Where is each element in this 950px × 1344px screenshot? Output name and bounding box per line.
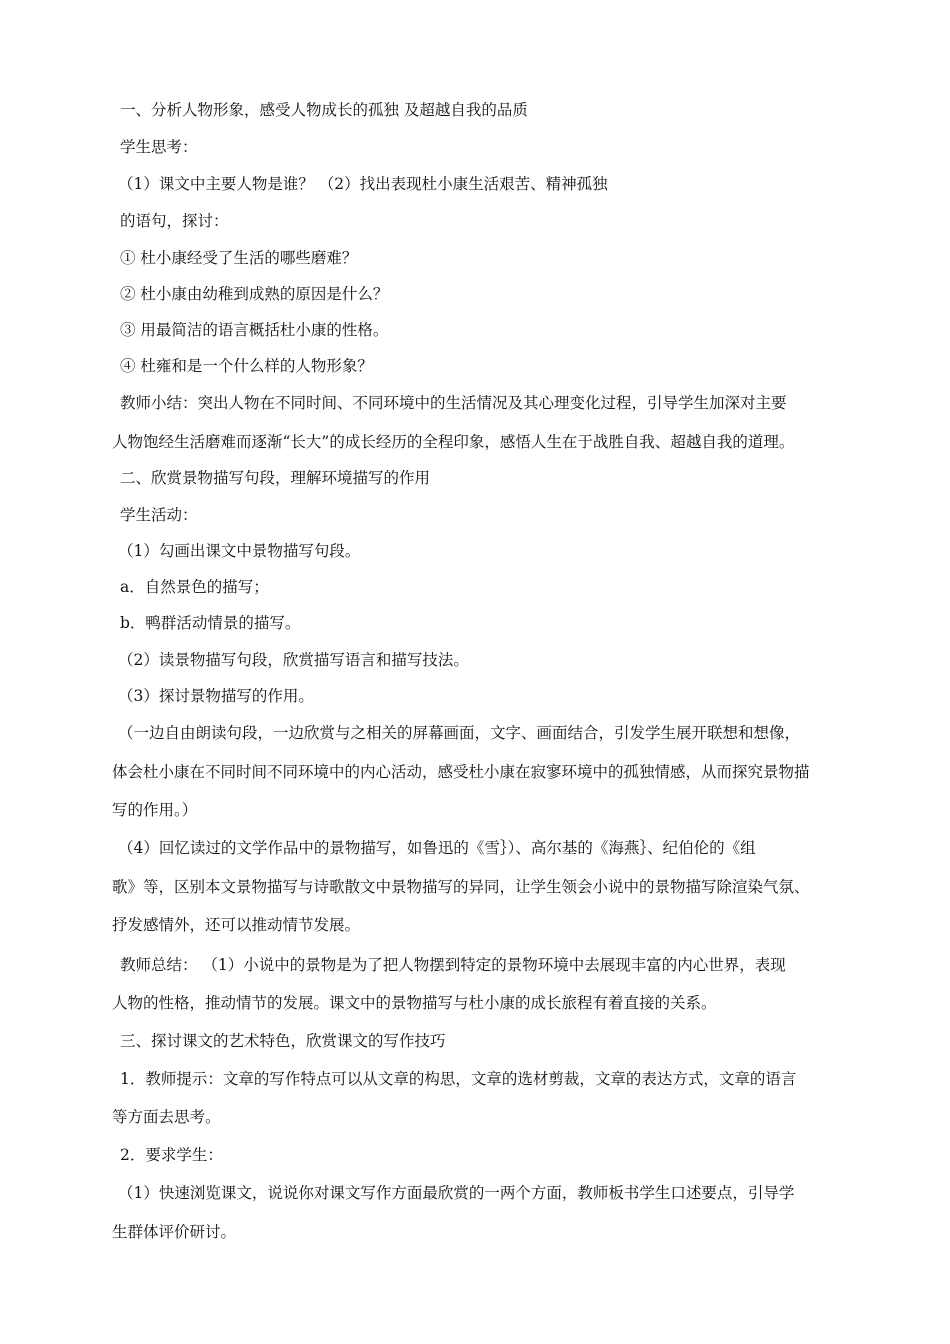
paragraph-line: （1）课文中主要人物是谁？ （2）找出表现杜小康生活艰苦、精神孤独	[118, 175, 608, 193]
paragraph-line: 歌》等，区别本文景物描写与诗歌散文中景物描写的异同，让学生领会小说中的景物描写除渲染气氛、	[112, 878, 810, 896]
paragraph-line: 2．要求学生：	[120, 1146, 223, 1164]
paragraph-line: （4）回忆读过的文学作品中的景物描写，如鲁迅的《雪｝）、高尔基的《海燕｝、纪伯伦的《组	[118, 839, 756, 857]
paragraph-line: （一边自由朗读句段，一边欣赏与之相关的屏幕画面，文字、画面结合，引发学生展开联想和想像，	[118, 724, 801, 742]
paragraph-line: 人物的性格，推动情节的发展。课文中的景物描写与杜小康的成长旅程有着直接的关系。	[112, 994, 717, 1012]
paragraph-line: 学生活动：	[120, 506, 198, 524]
paragraph-line: 等方面去思考。	[112, 1108, 221, 1126]
paragraph-line: 的语句，探讨：	[120, 212, 229, 230]
paragraph-line: 生群体评价研讨。	[112, 1223, 237, 1241]
list-item: （3）探讨景物描写的作用。	[118, 687, 314, 705]
list-item: ③ 用最简洁的语言概括杜小康的性格。	[120, 321, 389, 339]
list-item: b．鸭群活动情景的描写。	[120, 614, 301, 632]
list-item: （1）勾画出课文中景物描写句段。	[118, 542, 361, 560]
list-item: ① 杜小康经受了生活的哪些磨难？	[120, 249, 358, 267]
paragraph-line: 教师小结：突出人物在不同时间、不同环境中的生活情况及其心理变化过程，引导学生加深对主要	[120, 394, 787, 412]
section-heading-2: 二、欣赏景物描写句段，理解环境描写的作用	[120, 469, 431, 487]
list-item: （2）读景物描写句段，欣赏描写语言和描写技法。	[118, 651, 469, 669]
paragraph-line: 教师总结： （1）小说中的景物是为了把人物摆到特定的景物环境中去展现丰富的内心世界，表现	[120, 956, 786, 974]
section-heading-1: 一、分析人物形象，感受人物成长的孤独 及超越自我的品质	[120, 101, 528, 119]
paragraph-line: 1．教师提示：文章的写作特点可以从文章的构思，文章的选材剪裁，文章的表达方式，文章的语言	[120, 1070, 797, 1088]
list-item: a．自然景色的描写；	[120, 578, 269, 596]
paragraph-line: （1）快速浏览课文，说说你对课文写作方面最欣赏的一两个方面，教师板书学生口述要点，引导学	[118, 1184, 795, 1202]
list-item: ④ 杜雍和是一个什么样的人物形象？	[120, 357, 373, 375]
paragraph-line: 学生思考：	[120, 138, 198, 156]
section-heading-3: 三、探讨课文的艺术特色，欣赏课文的写作技巧	[120, 1032, 446, 1050]
list-item: ② 杜小康由幼稚到成熟的原因是什么？	[120, 285, 389, 303]
paragraph-line: 写的作用。）	[112, 801, 198, 819]
paragraph-line: 体会杜小康在不同时间不同环境中的内心活动，感受杜小康在寂寥环境中的孤独情感，从而探究景物描	[112, 763, 810, 781]
paragraph-line: 抒发感情外，还可以推动情节发展。	[112, 916, 361, 934]
paragraph-line: 人物饱经生活磨难而逐渐“长大”的成长经历的全程印象，感悟人生在于战胜自我、超越自我的道理。	[112, 433, 795, 451]
